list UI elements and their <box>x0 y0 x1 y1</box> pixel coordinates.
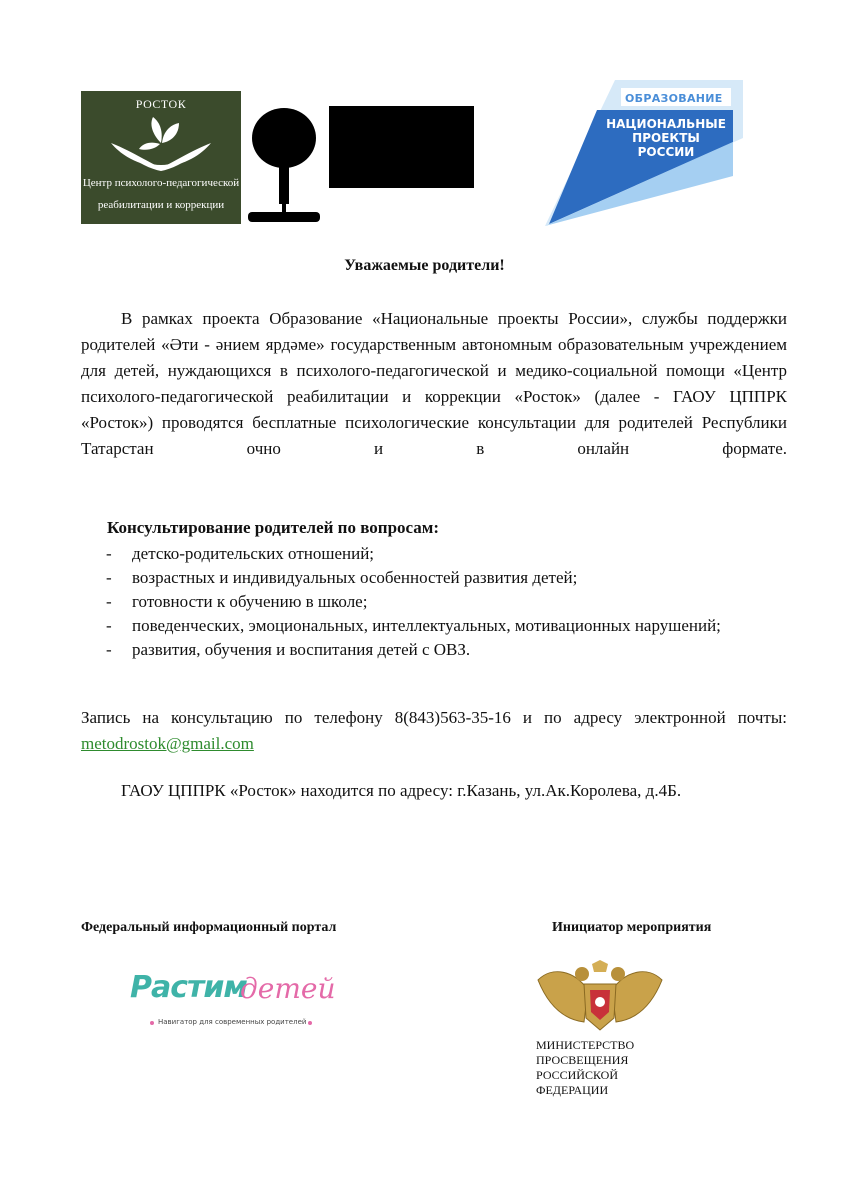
rostok-logo-name: РОСТОК <box>135 97 187 111</box>
address-paragraph: ГАОУ ЦППРК «Росток» находится по адресу: г.Казань, ул.Ак.Королева, д.4Б. <box>121 781 682 800</box>
portal-label: Федеральный информационный портал <box>81 920 337 935</box>
email-link[interactable]: metodrostok@gmail.com <box>81 734 254 753</box>
national-logo-line3: РОССИИ <box>637 145 695 159</box>
topic-text: поведенческих, эмоциональных, интеллектуальных, мотивационных нарушений; <box>132 616 721 635</box>
dot-icon <box>150 1021 154 1025</box>
rostok-logo <box>81 91 241 224</box>
initiator-label: Инициатор мероприятия <box>552 920 712 935</box>
topic-text: возрастных и индивидуальных особенностей развития детей; <box>132 568 578 587</box>
list-bullet: - <box>106 640 112 659</box>
ministry-line3: РОССИЙСКОЙ <box>536 1068 619 1082</box>
topic-text: развития, обучения и воспитания детей с ОВЗ. <box>132 640 471 659</box>
redacted-box <box>329 106 474 188</box>
ministry-name <box>536 1038 634 1098</box>
national-projects-logo <box>543 80 743 226</box>
topics-heading: Консультирование родителей по вопросам: <box>107 518 440 537</box>
rastim-logo-word2: детей <box>240 972 336 1005</box>
ministry-line4: ФЕДЕРАЦИИ <box>536 1083 609 1097</box>
list-item <box>81 590 787 614</box>
double-headed-eagle-emblem-icon <box>534 960 666 1036</box>
rostok-logo-subtitle-1: Центр психолого-педагогической <box>82 177 240 189</box>
ministry-line2: ПРОСВЕЩЕНИЯ <box>536 1053 629 1067</box>
list-item <box>81 566 787 590</box>
dot-icon <box>308 1021 312 1025</box>
topic-text: детско-родительских отношений; <box>132 544 375 563</box>
contact-paragraph <box>81 705 787 757</box>
rostok-logo-subtitle-2: реабилитации и коррекции <box>97 199 225 211</box>
list-item <box>81 638 787 662</box>
list-bullet: - <box>106 568 112 587</box>
rastim-logo-word1: Растим <box>130 970 247 1005</box>
letter-title: Уважаемые родители! <box>344 257 505 274</box>
national-logo-line1: НАЦИОНАЛЬНЫЕ <box>606 117 726 131</box>
list-item <box>81 614 787 638</box>
intro-paragraph: В рамках проекта Образование «Национальные проекты России», службы поддержки родителей «Әти - әнием ярдәме» государственным автономным образовательным учреждением для детей, нуждающихся в психолого-педагогической и медико-социальной помощи «Центр психолого-педагогической реабилитации и коррекции «Росток» (далее - ГАОУ ЦППРК «Росток») проводятся бесплатные психологические консультации для родителей Республики Татарстан очно и в онлайн формате. <box>81 309 787 458</box>
ministry-line1: МИНИСТЕРСТВО <box>536 1038 635 1052</box>
rastim-detey-logo <box>130 970 340 1032</box>
list-item <box>81 542 787 566</box>
lamp-icon <box>246 104 326 224</box>
national-logo-text <box>605 117 727 159</box>
leaves-in-hands-icon <box>107 113 215 175</box>
list-bullet: - <box>106 616 112 635</box>
topics-list <box>81 542 787 662</box>
national-logo-line2: ПРОЕКТЫ <box>632 131 700 145</box>
contact-text: Запись на консультацию по телефону 8(843)563-35-16 и по адресу электронной почты: <box>81 708 787 727</box>
list-bullet: - <box>106 544 112 563</box>
list-bullet: - <box>106 592 112 611</box>
national-logo-top-label: ОБРАЗОВАНИЕ <box>625 92 723 105</box>
topic-text: готовности к обучению в школе; <box>132 592 368 611</box>
rastim-logo-tagline: Навигатор для современных родителей <box>158 1018 307 1026</box>
